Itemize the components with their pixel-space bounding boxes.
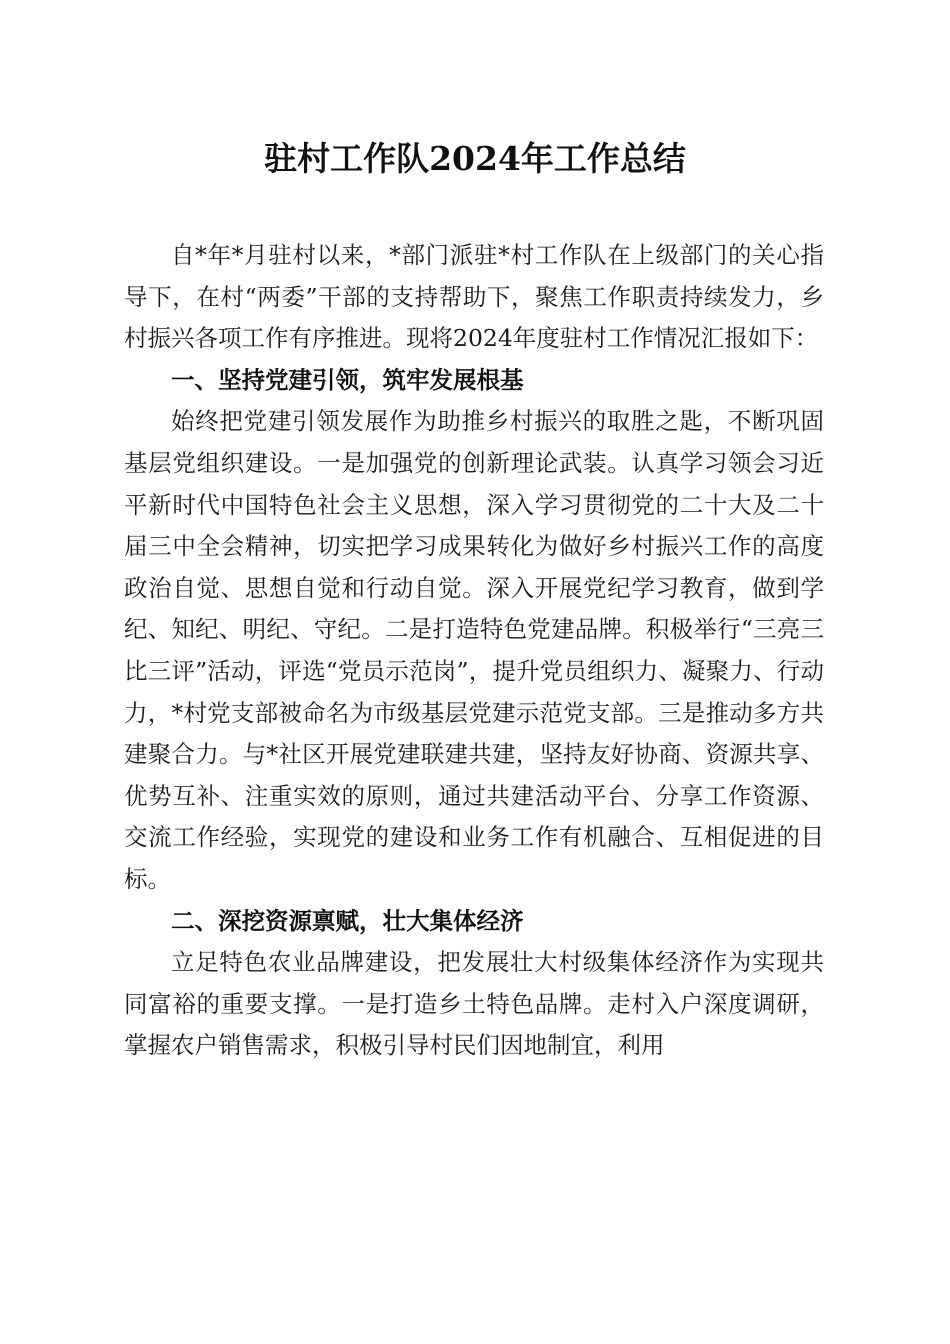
- section-heading-2: 二、深挖资源禀赋，壮大集体经济: [171, 906, 524, 935]
- section-heading-1: 一、坚持党建引领，筑牢发展根基: [171, 365, 524, 394]
- section-paragraph-2: 立足特色农业品牌建设，把发展壮大村级集体经济作为实现共同富裕的重要支撑。一是打造乡土特色品牌。走村入户深度调研，掌握农户销售需求，积极引导村民们因地制宜，利用: [124, 948, 824, 1060]
- document-title: 驻村工作队2024年工作总结: [264, 139, 686, 178]
- intro-paragraph: 自*年*月驻村以来，*部门派驻*村工作队在上级部门的关心指导下，在村“两委”干部的支持帮助下，聚焦工作职责持续发力，乡村振兴各项工作有序推进。现将2024年度驻村工作情况汇报如下：: [124, 241, 824, 353]
- document-body: [124, 235, 824, 1067]
- section-paragraph-1: 始终把党建引领发展作为助推乡村振兴的取胜之匙，不断巩固基层党组织建设。一是加强党的创新理论武装。认真学习领会习近平新时代中国特色社会主义思想，深入学习贯彻党的二十大及二十届三中全会精神，切实把学习成果转化为做好乡村振兴工作的高度政治自觉、思想自觉和行动自觉。深入开展党纪学习教育，做到学纪、知纪、明纪、守纪。二是打造特色党建品牌。积极举行“三亮三比三评”活动，评选“党员示范岗”，提升党员组织力、凝聚力、行动力，*村党支部被命名为市级基层党建示范党支部。三是推动多方共建聚合力。与*社区开展党建联建共建，坚持友好协商、资源共享、优势互补、注重实效的原则，通过共建活动平台、分享工作资源、交流工作经验，实现党的建设和业务工作有机融合、互相促进的目标。: [124, 407, 824, 893]
